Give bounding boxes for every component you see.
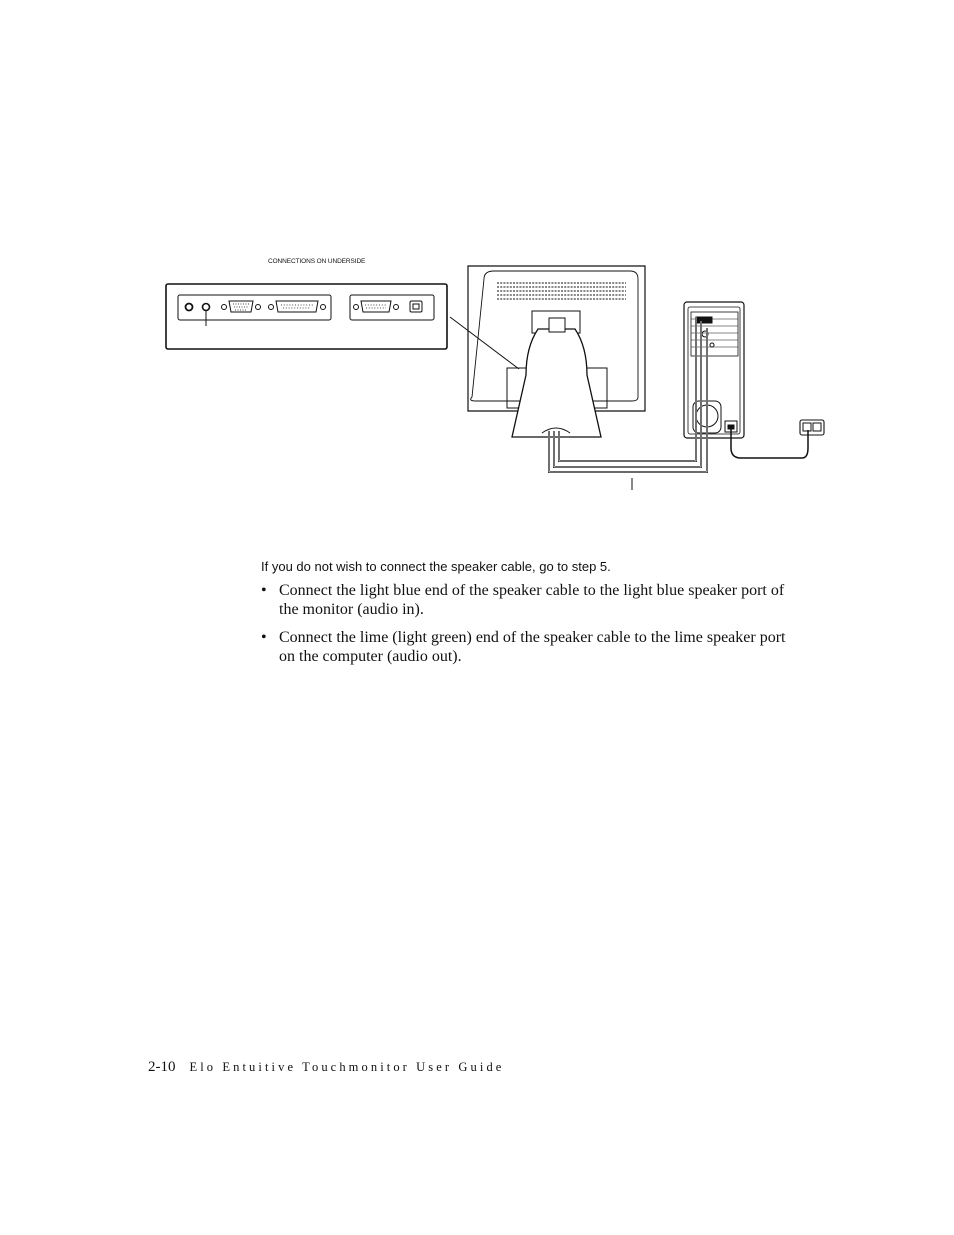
- page-footer: [148, 1058, 504, 1076]
- connection-diagram: [160, 255, 840, 500]
- monitor-rear-icon: [468, 266, 645, 437]
- figure-caption: CONNECTIONS ON UNDERSIDE: [268, 258, 366, 265]
- bullet-symbol: •: [261, 629, 267, 646]
- page-number: 2-10: [148, 1059, 176, 1075]
- connector-panel-icon: [166, 284, 447, 349]
- speaker-note: If you do not wish to connect the speaker cable, go to step 5.: [261, 559, 611, 574]
- leader-line: [450, 317, 519, 369]
- list-item-text: Connect the lime (light green) end of the speaker cable to the lime speaker port on the computer (audio out).: [279, 629, 786, 665]
- wall-outlet-icon: [800, 420, 824, 435]
- bullet-symbol: •: [261, 582, 267, 599]
- list-item: [261, 582, 801, 619]
- instruction-list: [261, 582, 801, 676]
- list-item: [261, 629, 801, 666]
- list-item-text: Connect the light blue end of the speaker cable to the light blue speaker port of the monitor (audio in).: [279, 582, 785, 618]
- connection-figure: [160, 255, 840, 500]
- power-cable: [731, 428, 808, 458]
- running-title: Elo Entuitive Touchmonitor User Guide: [189, 1060, 505, 1074]
- computer-tower-icon: [684, 302, 744, 438]
